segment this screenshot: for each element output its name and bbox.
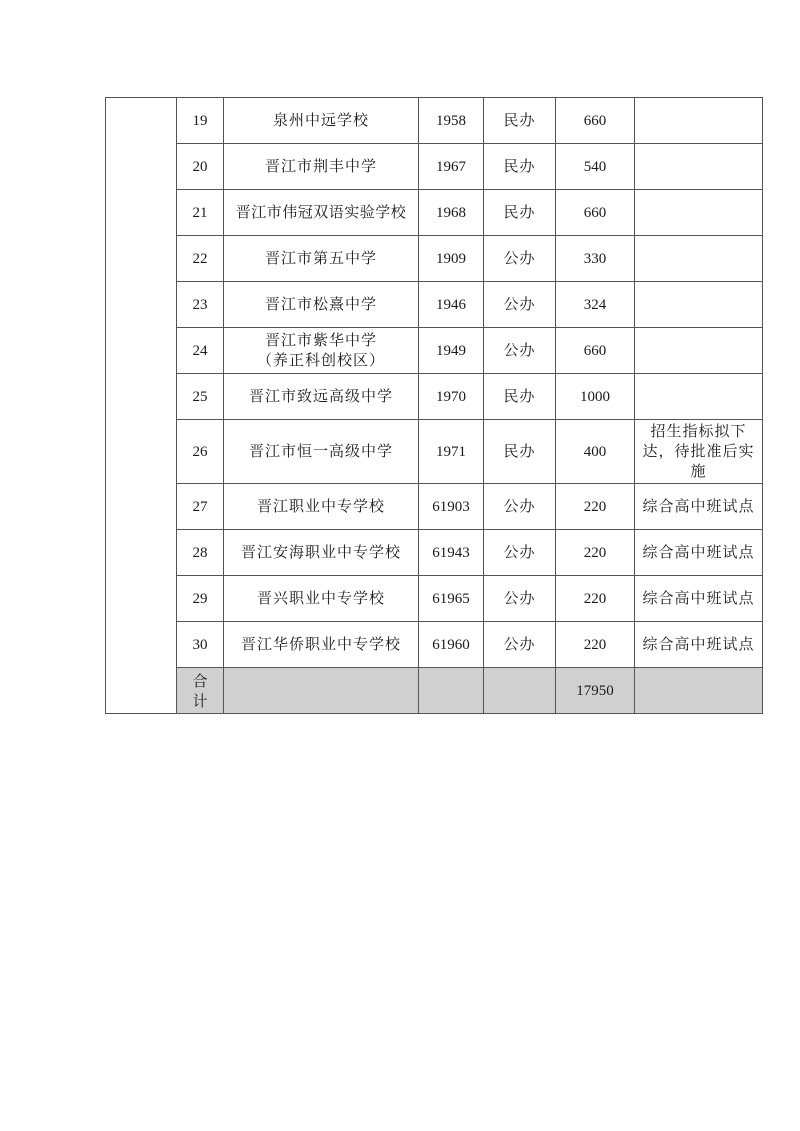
row-index: 23 bbox=[177, 282, 224, 328]
school-name: 晋江安海职业中专学校 bbox=[224, 530, 419, 576]
school-type: 公办 bbox=[484, 530, 556, 576]
note: 综合高中班试点 bbox=[635, 622, 763, 668]
table-row bbox=[106, 622, 763, 668]
school-name: 晋江市恒一高级中学 bbox=[224, 420, 419, 484]
school-name: 晋江职业中专学校 bbox=[224, 484, 419, 530]
note bbox=[635, 190, 763, 236]
school-code: 61903 bbox=[419, 484, 484, 530]
school-type: 民办 bbox=[484, 144, 556, 190]
school-code: 61960 bbox=[419, 622, 484, 668]
enrollment-quota: 660 bbox=[556, 98, 635, 144]
note: 综合高中班试点 bbox=[635, 576, 763, 622]
enrollment-quota: 540 bbox=[556, 144, 635, 190]
school-name bbox=[224, 328, 419, 374]
school-name: 晋江市第五中学 bbox=[224, 236, 419, 282]
school-name-line1: 晋江市紫华中学 bbox=[264, 332, 377, 349]
school-code: 1968 bbox=[419, 190, 484, 236]
row-index: 19 bbox=[177, 98, 224, 144]
school-name: 晋江市致远高级中学 bbox=[224, 374, 419, 420]
table-row bbox=[106, 190, 763, 236]
enrollment-quota: 660 bbox=[556, 190, 635, 236]
school-type: 公办 bbox=[484, 484, 556, 530]
total-code-empty bbox=[419, 668, 484, 714]
row-index: 30 bbox=[177, 622, 224, 668]
school-type: 公办 bbox=[484, 622, 556, 668]
total-type-empty bbox=[484, 668, 556, 714]
enrollment-quota: 324 bbox=[556, 282, 635, 328]
table-row bbox=[106, 530, 763, 576]
school-type: 公办 bbox=[484, 282, 556, 328]
row-index: 29 bbox=[177, 576, 224, 622]
note bbox=[635, 328, 763, 374]
enrollment-quota: 220 bbox=[556, 530, 635, 576]
table-row bbox=[106, 98, 763, 144]
table-row bbox=[106, 420, 763, 484]
school-code: 1949 bbox=[419, 328, 484, 374]
enrollment-quota: 400 bbox=[556, 420, 635, 484]
school-code: 1967 bbox=[419, 144, 484, 190]
row-index: 25 bbox=[177, 374, 224, 420]
row-index: 21 bbox=[177, 190, 224, 236]
school-code: 1946 bbox=[419, 282, 484, 328]
total-label-line1: 合 bbox=[192, 671, 208, 690]
total-label bbox=[177, 668, 224, 714]
note bbox=[635, 374, 763, 420]
note: 综合高中班试点 bbox=[635, 484, 763, 530]
row-index: 24 bbox=[177, 328, 224, 374]
note bbox=[635, 98, 763, 144]
total-row bbox=[106, 668, 763, 714]
note bbox=[635, 144, 763, 190]
school-name: 晋江华侨职业中专学校 bbox=[224, 622, 419, 668]
school-code: 1970 bbox=[419, 374, 484, 420]
enrollment-quota: 660 bbox=[556, 328, 635, 374]
total-quota: 17950 bbox=[556, 668, 635, 714]
table-row bbox=[106, 236, 763, 282]
table-row bbox=[106, 328, 763, 374]
enrollment-quota: 220 bbox=[556, 576, 635, 622]
enrollment-quota: 220 bbox=[556, 622, 635, 668]
row-index: 27 bbox=[177, 484, 224, 530]
school-type: 公办 bbox=[484, 328, 556, 374]
total-note-empty bbox=[635, 668, 763, 714]
school-type: 民办 bbox=[484, 420, 556, 484]
school-type: 民办 bbox=[484, 98, 556, 144]
school-name: 晋江市伟冠双语实验学校 bbox=[224, 190, 419, 236]
enrollment-quota: 330 bbox=[556, 236, 635, 282]
table-row bbox=[106, 374, 763, 420]
school-type: 民办 bbox=[484, 190, 556, 236]
school-type: 公办 bbox=[484, 576, 556, 622]
school-type: 民办 bbox=[484, 374, 556, 420]
row-index: 20 bbox=[177, 144, 224, 190]
table-row bbox=[106, 282, 763, 328]
school-enrollment-table bbox=[105, 97, 763, 714]
enrollment-quota: 1000 bbox=[556, 374, 635, 420]
note: 综合高中班试点 bbox=[635, 530, 763, 576]
school-code: 1958 bbox=[419, 98, 484, 144]
row-index: 26 bbox=[177, 420, 224, 484]
note bbox=[635, 236, 763, 282]
region-cell bbox=[106, 98, 177, 714]
school-name-line2: （养正科创校区） bbox=[256, 352, 385, 369]
total-name-empty bbox=[224, 668, 419, 714]
table-row bbox=[106, 576, 763, 622]
school-name: 晋江市松熹中学 bbox=[224, 282, 419, 328]
school-type: 公办 bbox=[484, 236, 556, 282]
total-label-line2: 计 bbox=[192, 691, 208, 710]
school-code: 61943 bbox=[419, 530, 484, 576]
school-name: 泉州中远学校 bbox=[224, 98, 419, 144]
note: 招生指标拟下达，待批准后实施 bbox=[635, 420, 763, 484]
school-name: 晋江市荆丰中学 bbox=[224, 144, 419, 190]
note bbox=[635, 282, 763, 328]
row-index: 28 bbox=[177, 530, 224, 576]
school-name: 晋兴职业中专学校 bbox=[224, 576, 419, 622]
table-row bbox=[106, 144, 763, 190]
school-code: 1909 bbox=[419, 236, 484, 282]
school-code: 1971 bbox=[419, 420, 484, 484]
enrollment-quota: 220 bbox=[556, 484, 635, 530]
school-code: 61965 bbox=[419, 576, 484, 622]
row-index: 22 bbox=[177, 236, 224, 282]
table-row bbox=[106, 484, 763, 530]
